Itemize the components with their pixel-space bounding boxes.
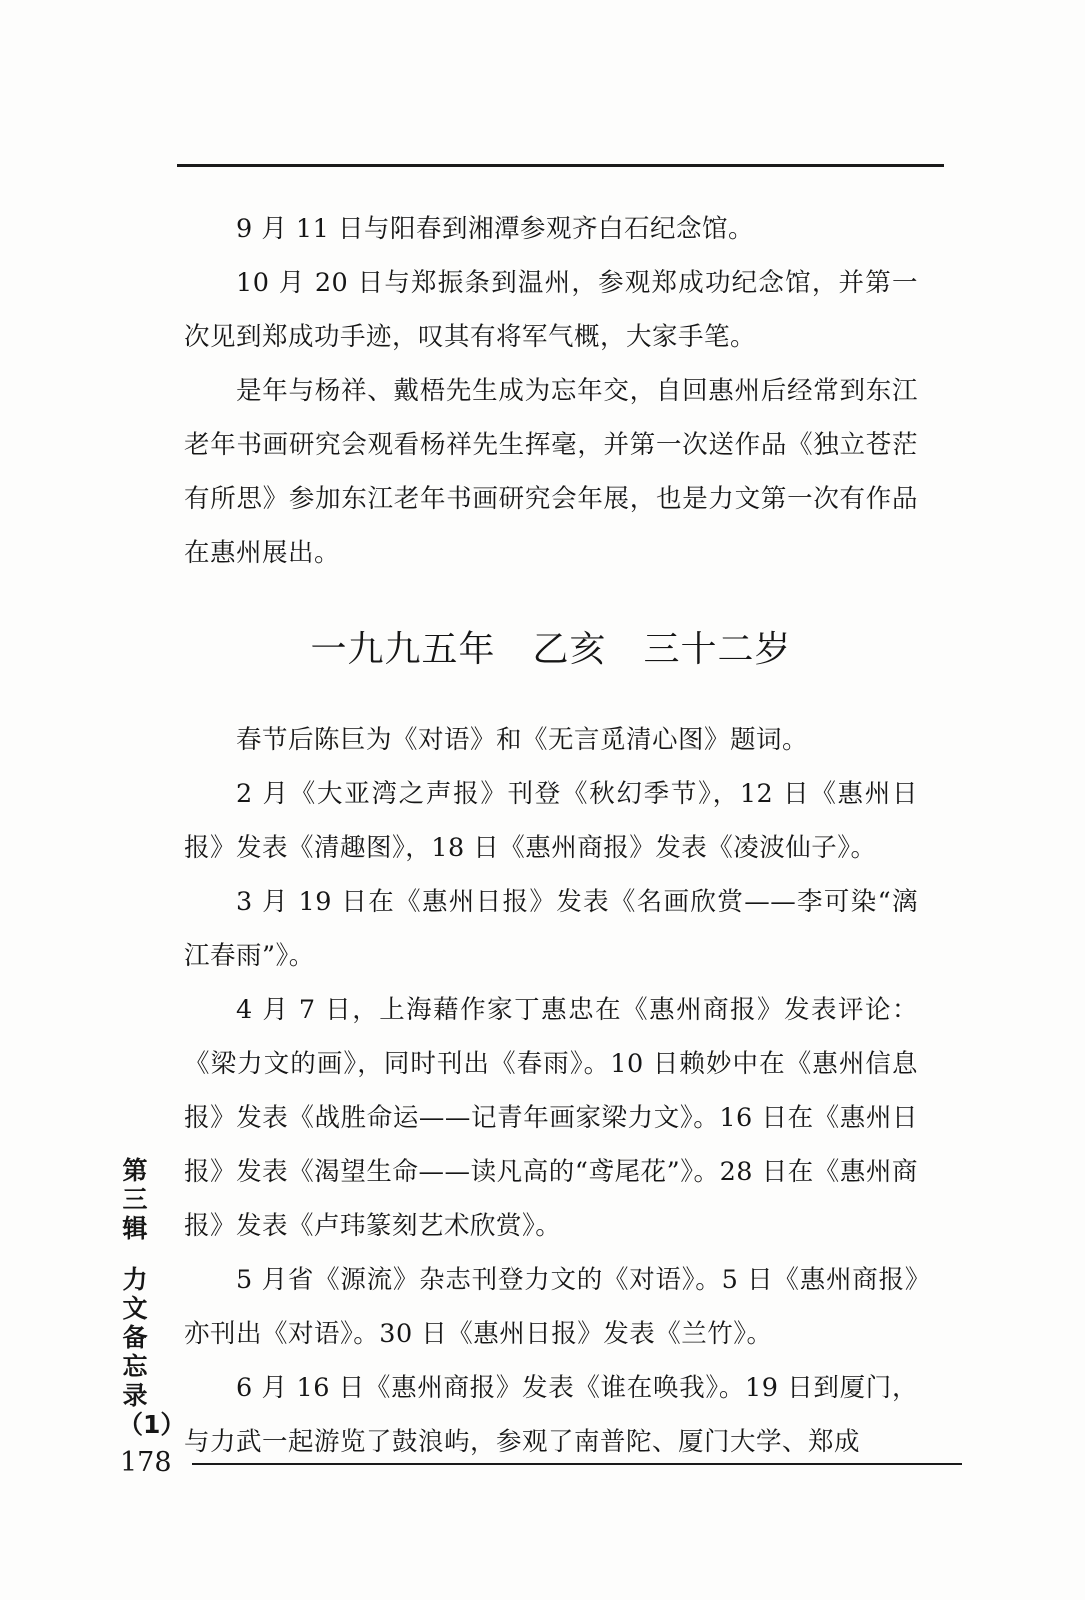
footer-rule <box>192 1463 962 1465</box>
running-side-title <box>118 1156 186 1439</box>
year-heading: 一九九五年 乙亥 三十二岁 <box>310 629 792 670</box>
entry-paragraph: 是年与杨祥、戴梧先生成为忘年交，自回惠州后经常到东江老年书画研究会观看杨祥先生挥毫，并第一次送作品《独立苍茫有所思》参加东江老年书画研究会年展，也是力文第一次有作品在惠州展出。 <box>184 376 918 568</box>
volume-label: 第三辑 <box>122 1156 148 1243</box>
entry-paragraph: 2 月《大亚湾之声报》刊登《秋幻季节》，12 日《惠州日报》发表《清趣图》，18 日《惠州商报》发表《凌波仙子》。 <box>184 779 918 863</box>
entry-paragraph: 3 月 19 日在《惠州日报》发表《名画欣赏——李可染“漓江春雨”》。 <box>184 887 918 971</box>
book-title-label: 力文备忘录（1） <box>118 1265 186 1439</box>
side-title-gap <box>118 1243 152 1265</box>
entry-paragraph: 4 月 7 日，上海藉作家丁惠忠在《惠州商报》发表评论：《梁力文的画》，同时刊出《春雨》。10 日赖妙中在《惠州信息报》发表《战胜命运——记青年画家梁力文》。16 日在《惠州日报》发表《渴望生命——读凡高的“鸢尾花”》。28 日在《惠州商报》发表《卢玮篆刻艺术欣赏》。 <box>184 995 918 1241</box>
entry-paragraph: 9 月 11 日与阳春到湘潭参观齐白石纪念馆。 <box>236 214 754 244</box>
entry-paragraph: 春节后陈巨为《对语》和《无言觅清心图》题词。 <box>236 725 809 755</box>
entry-paragraph: 6 月 16 日《惠州商报》发表《谁在唤我》。19 日到厦门，与力武一起游览了鼓浪屿，参观了南普陀、厦门大学、郑成 <box>184 1373 918 1457</box>
entry-paragraph: 5 月省《源流》杂志刊登力文的《对语》。5 日《惠州商报》亦刊出《对语》。30 日《惠州日报》发表《兰竹》。 <box>184 1265 918 1349</box>
entries-1994 <box>184 202 918 580</box>
header-rule <box>177 164 944 167</box>
entry-paragraph: 10 月 20 日与郑振条到温州，参观郑成功纪念馆，并第一次见到郑成功手迹，叹其有将军气概，大家手笔。 <box>184 268 918 352</box>
entries-1995 <box>184 713 918 1469</box>
page-number: 178 <box>120 1447 172 1478</box>
